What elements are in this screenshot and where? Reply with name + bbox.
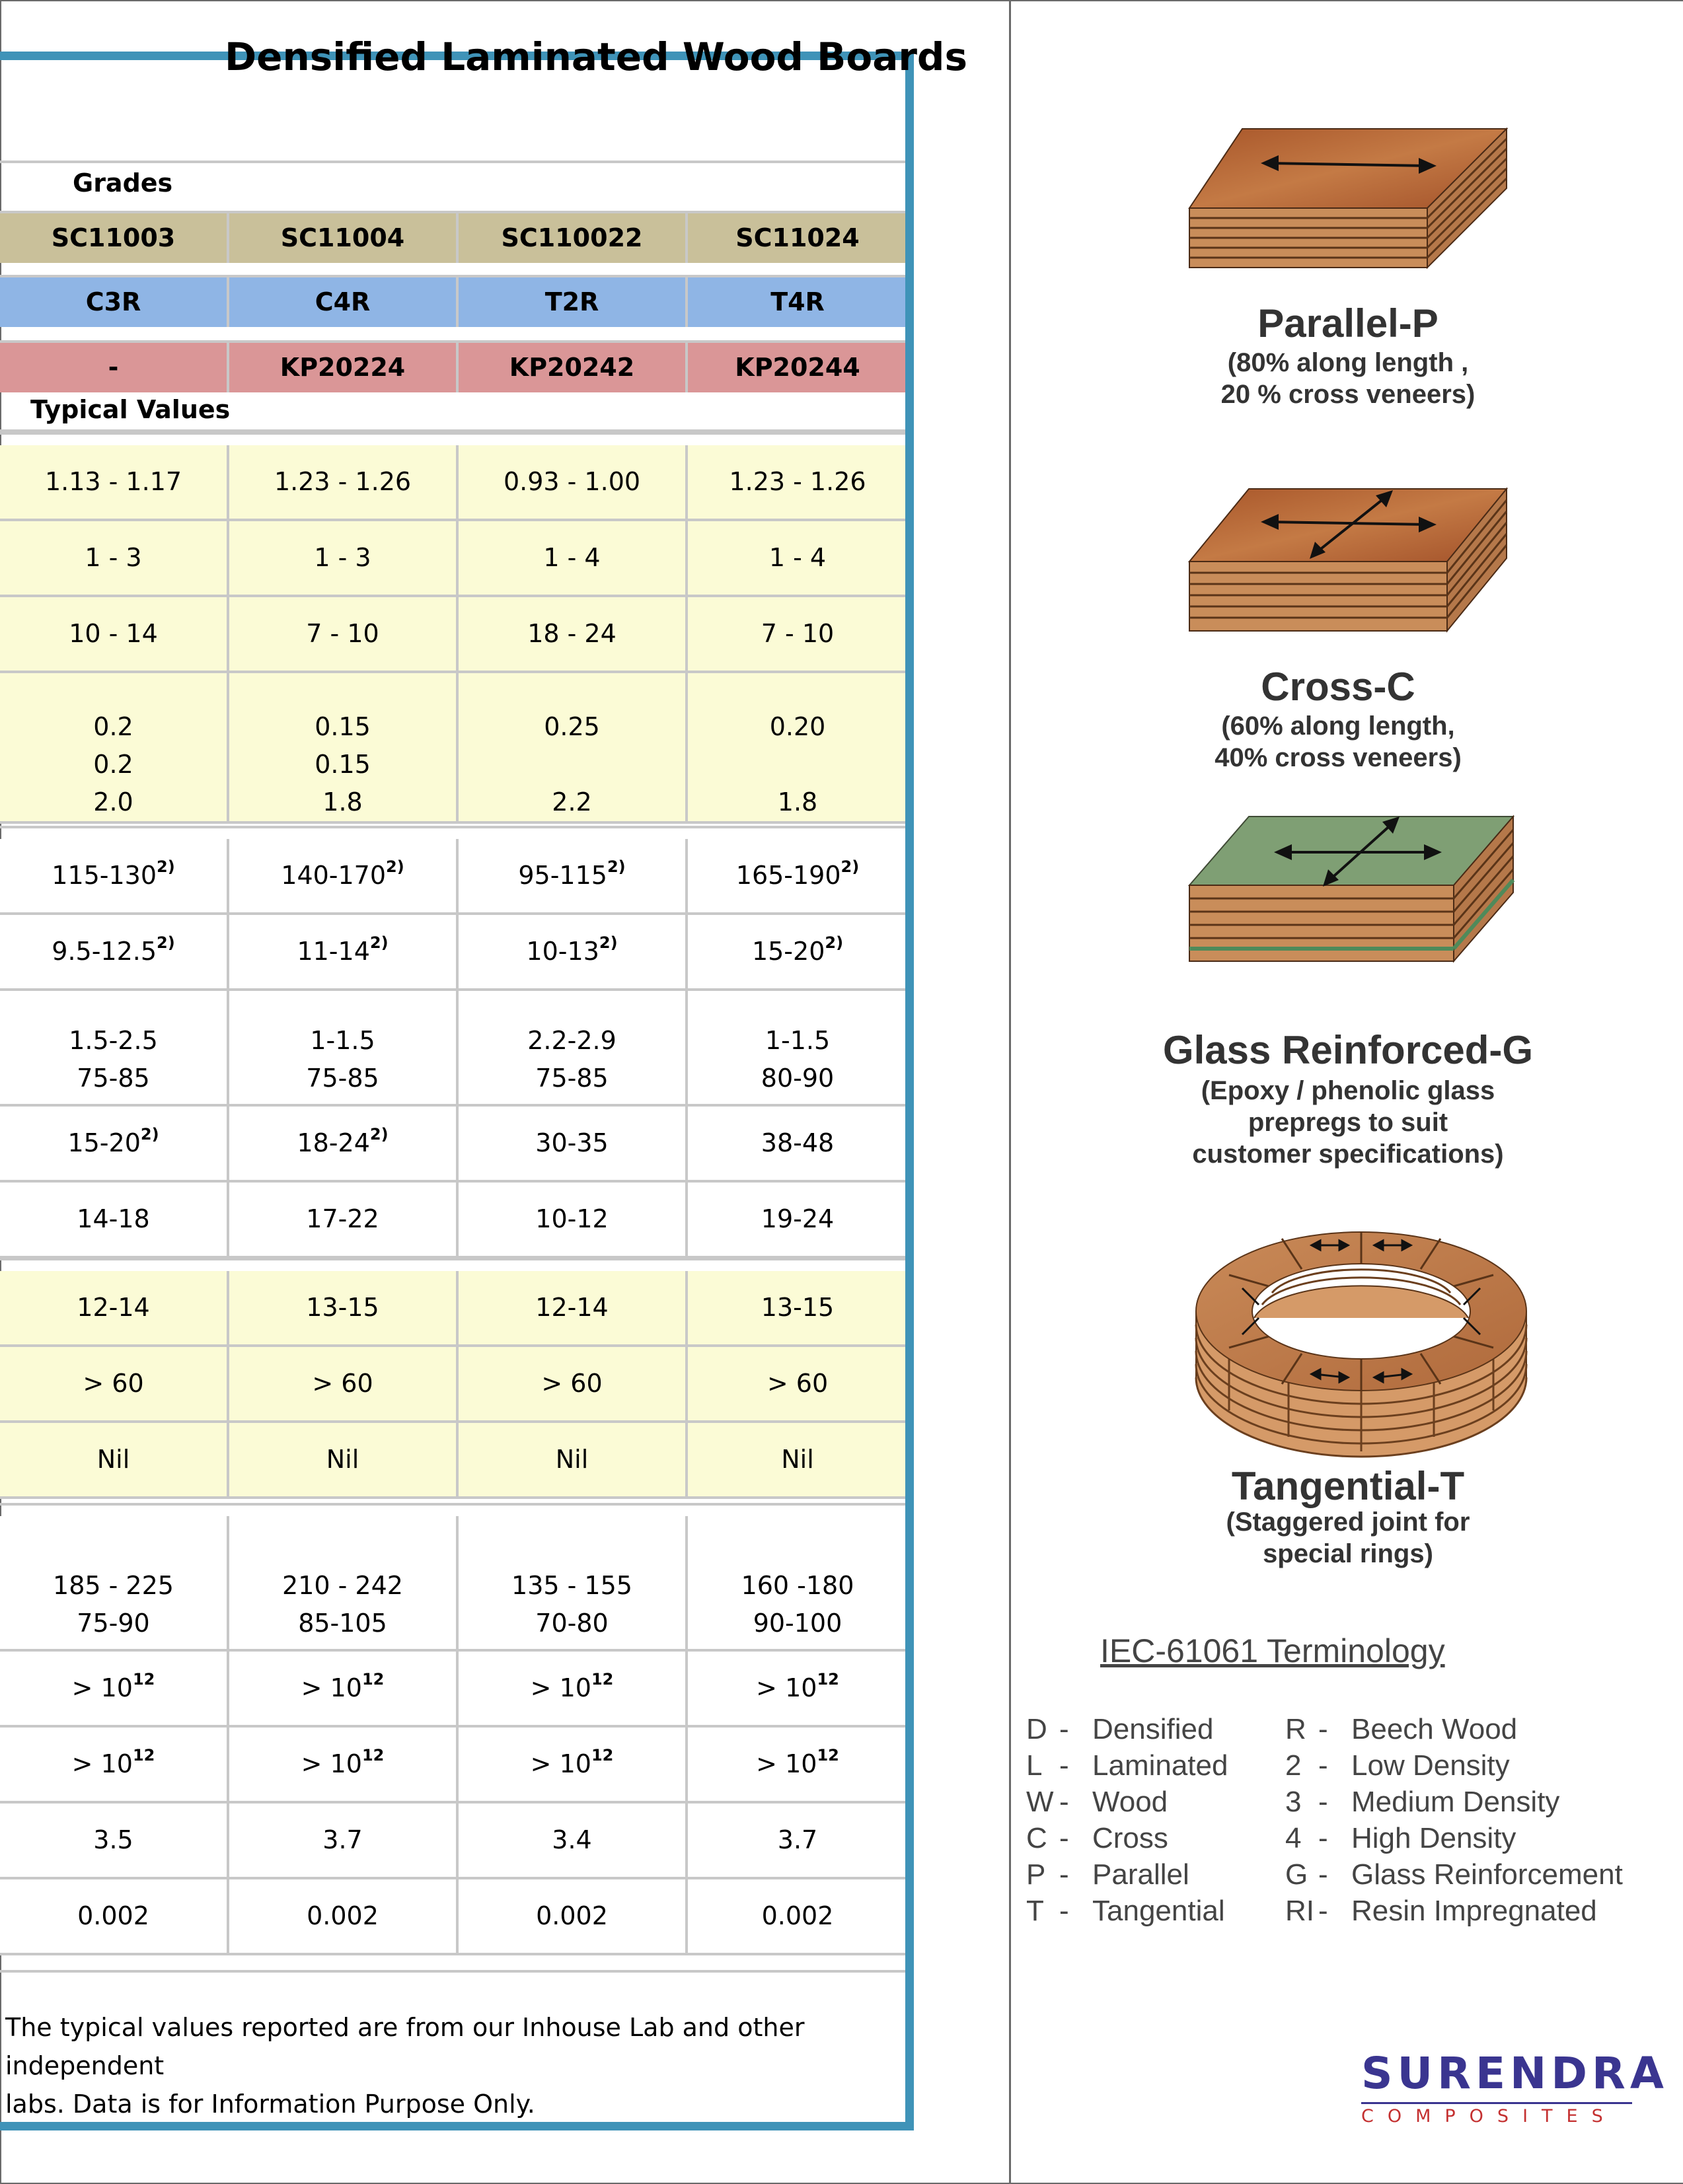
grade-cell: KP20244 (735, 353, 860, 382)
cell-value: 140-170$^{2)}$ (281, 857, 404, 890)
cell-value: 10-12 (535, 1204, 609, 1233)
table-cell (459, 1879, 688, 1953)
table-cell (459, 1803, 688, 1877)
term-separator: - (1059, 1822, 1069, 1854)
superscript: 12 (132, 1746, 155, 1765)
superscript: 2) (140, 1125, 159, 1144)
cell-value: 18 - 24 (527, 619, 617, 648)
cell-value: 165-190$^{2)}$ (735, 857, 860, 890)
cell-value: 2.2 (552, 787, 592, 817)
parallel-title: Parallel-P (1257, 301, 1439, 346)
cell-value: 185 - 225 (53, 1571, 174, 1600)
term-separator: - (1318, 1822, 1328, 1854)
cell-value: > $10^{12}$ (530, 1670, 614, 1702)
cell-value: 14-18 (77, 1204, 150, 1233)
table-row (0, 673, 905, 824)
superscript: 2) (841, 857, 860, 876)
cell-value: 13-15 (306, 1293, 379, 1322)
cross-description: (60% along length, (1221, 711, 1455, 741)
cell-value: 7 - 10 (761, 619, 835, 648)
cell-value: Nil (96, 1445, 130, 1474)
cross-title: Cross-C (1261, 665, 1415, 709)
table-cell (229, 839, 459, 912)
table-cell (0, 673, 229, 821)
grade-cell: KP20224 (229, 343, 459, 392)
terminology-item (1026, 1893, 1228, 1929)
cell-value: 70-80 (535, 1609, 609, 1638)
term-separator: - (1318, 1895, 1328, 1927)
cell-value: 9.5-12.5$^{2)}$ (52, 933, 175, 966)
term-code: RI (1285, 1895, 1314, 1927)
table-row (0, 1879, 905, 1955)
table-row (0, 597, 905, 673)
cell-value (688, 746, 907, 783)
glass-reinforced-description: prepregs to suit (1248, 1108, 1448, 1137)
term-separator: - (1318, 1749, 1328, 1782)
cell-value: > 60 (83, 1369, 144, 1398)
cell-value: 15-20$^{2)}$ (67, 1125, 159, 1157)
cell-value: 135 - 155 (511, 1571, 632, 1600)
table-cell (688, 1728, 907, 1801)
term-code: D (1026, 1713, 1047, 1745)
cell-value: 90-100 (753, 1609, 842, 1638)
terminology-item (1285, 1711, 1623, 1747)
cell-value: 0.20 (769, 712, 826, 741)
cell-value: > $10^{12}$ (71, 1670, 155, 1702)
table-cell (688, 1803, 907, 1877)
table-row (0, 1803, 905, 1879)
term-separator: - (1318, 1786, 1328, 1818)
superscript: 2) (369, 933, 389, 952)
table-row (0, 445, 905, 521)
divider-line (0, 1503, 905, 1506)
table-cell (0, 1423, 229, 1496)
terminology-item (1026, 1856, 1228, 1893)
table-cell (0, 991, 229, 1104)
table-row (0, 1347, 905, 1423)
parallel-description: 20 % cross veneers) (1220, 380, 1476, 409)
table-cell (688, 445, 907, 519)
glass-reinforced-board-illustration (1183, 813, 1520, 971)
terminology-item (1026, 1820, 1228, 1856)
table-cell (0, 1271, 229, 1344)
cell-value: 75-85 (535, 1064, 609, 1093)
term-label: Tangential (1092, 1895, 1225, 1927)
cell-value: 30-35 (535, 1128, 609, 1157)
cell-value: 1-1.5 (765, 1026, 831, 1055)
table-cell (459, 915, 688, 988)
grade-cell: - (0, 343, 229, 392)
term-separator: - (1059, 1895, 1069, 1927)
term-label: Laminated (1092, 1749, 1228, 1782)
table-cell (0, 1107, 229, 1180)
cell-value: 1.23 - 1.26 (274, 467, 412, 496)
term-label: Resin Impregnated (1351, 1895, 1597, 1927)
cell-value: 0.25 (544, 712, 600, 741)
table-cell (688, 1879, 907, 1953)
term-separator: - (1059, 1749, 1069, 1782)
cell-value: 12-14 (535, 1293, 609, 1322)
terminology-item (1285, 1747, 1623, 1784)
term-code: W (1026, 1786, 1054, 1818)
cell-value: Nil (555, 1445, 589, 1474)
cell-value: > 60 (312, 1369, 373, 1398)
cell-value: > $10^{12}$ (71, 1746, 155, 1778)
table-cell (459, 839, 688, 912)
table-cell (0, 1347, 229, 1420)
table-row (0, 915, 905, 991)
cell-value: 75-85 (306, 1064, 379, 1093)
table-cell (229, 521, 459, 595)
table-cell (459, 1423, 688, 1496)
table-cell (229, 1728, 459, 1801)
table-cell (459, 1107, 688, 1180)
cell-value: 11-14$^{2)}$ (297, 933, 389, 966)
table-cell (229, 1803, 459, 1877)
table-cell (0, 839, 229, 912)
superscript: 2) (386, 857, 404, 876)
grade-cell: SC11004 (229, 213, 459, 263)
page-title: Densified Laminated Wood Boards (225, 34, 967, 79)
table-cell (688, 1183, 907, 1256)
table-cell (229, 597, 459, 671)
cell-value: 0.15 (315, 750, 371, 779)
table-cell (459, 1728, 688, 1801)
table-cell (688, 1107, 907, 1180)
table-cell (688, 1271, 907, 1344)
cell-value: 3.4 (552, 1825, 592, 1854)
table-row (0, 1271, 905, 1347)
terminology-item (1285, 1856, 1623, 1893)
grade-cell: KP20242 (459, 343, 688, 392)
cell-value: 1.8 (777, 787, 818, 817)
cell-value: 0.93 - 1.00 (503, 467, 641, 496)
table-row (0, 1423, 905, 1499)
table-cell (459, 1347, 688, 1420)
superscript: 2) (825, 933, 844, 952)
grade-cell: C3R (0, 277, 229, 327)
term-separator: - (1059, 1786, 1069, 1818)
tangential-title: Tangential-T (1231, 1464, 1465, 1508)
grade-header-row (0, 343, 905, 392)
divider-line (0, 211, 905, 213)
table-cell (0, 1652, 229, 1725)
term-label: High Density (1351, 1822, 1516, 1854)
terminology-item (1285, 1820, 1623, 1856)
cell-value: 3.7 (777, 1825, 818, 1854)
term-code: R (1285, 1713, 1306, 1745)
table-cell (229, 445, 459, 519)
grade-cell: C4R (229, 277, 459, 327)
terminology-item (1026, 1747, 1228, 1784)
cell-value: 1.23 - 1.26 (729, 467, 866, 496)
table-cell (688, 597, 907, 671)
terminology-item (1026, 1784, 1228, 1820)
divider-line (0, 1970, 905, 1973)
cell-value: 85-105 (298, 1609, 387, 1638)
brand-tagline: COMPOSITES (1361, 2106, 1617, 2127)
cell-value (459, 746, 685, 783)
table-row (0, 1183, 905, 1258)
cell-value: 12-14 (77, 1293, 150, 1322)
table-cell (0, 1879, 229, 1953)
tangential-description: special rings) (1263, 1539, 1433, 1568)
table-cell (459, 1652, 688, 1725)
grade-cell: T4R (770, 287, 825, 316)
typical-values-label: Typical Values (30, 395, 231, 424)
divider-line (0, 826, 905, 828)
table-cell (459, 597, 688, 671)
cell-value: 7 - 10 (306, 619, 379, 648)
cell-value: > $10^{12}$ (301, 1670, 385, 1702)
cell-value: 17-22 (306, 1204, 379, 1233)
divider-line (0, 1258, 905, 1260)
superscript: 12 (817, 1746, 839, 1765)
table-cell (0, 1183, 229, 1256)
cell-value: 1 - 3 (85, 543, 142, 572)
table-cell (229, 1879, 459, 1953)
terminology-list-left (1026, 1711, 1228, 1929)
superscript: 2) (599, 933, 618, 952)
cell-value: 2.2-2.9 (527, 1026, 617, 1055)
grades-label: Grades (73, 168, 173, 198)
cell-value: 13-15 (761, 1293, 835, 1322)
parallel-description: (80% along length , (1227, 348, 1469, 377)
term-code: L (1026, 1749, 1043, 1782)
table-cell (688, 1516, 907, 1649)
term-label: Densified (1092, 1713, 1214, 1745)
brand-underline (1361, 2102, 1632, 2104)
superscript: 2) (157, 857, 175, 876)
table-row (0, 521, 905, 597)
superscript: 2) (369, 1125, 389, 1144)
cell-value: 0.2 (93, 750, 133, 779)
glass-reinforced-description: (Epoxy / phenolic glass (1201, 1076, 1495, 1105)
term-separator: - (1318, 1713, 1328, 1745)
cell-value: 3.5 (93, 1825, 133, 1854)
footnote-line: The typical values reported are from our Inhouse Lab and other independent (5, 2013, 805, 2080)
table-cell (0, 521, 229, 595)
column-divider (1009, 0, 1011, 2183)
superscript: 12 (132, 1670, 155, 1689)
cell-value: 15-20$^{2)}$ (751, 933, 844, 966)
brand-logo: SURENDRA (1361, 2048, 1668, 2099)
table-cell (688, 839, 907, 912)
cell-value: 0.15 (315, 712, 371, 741)
table-cell (0, 915, 229, 988)
term-label: Glass Reinforcement (1351, 1858, 1623, 1891)
table-cell (688, 521, 907, 595)
table-cell (459, 521, 688, 595)
cell-value: 115-130$^{2)}$ (52, 857, 175, 890)
cell-value: 1.13 - 1.17 (44, 467, 182, 496)
glass-reinforced-title: Glass Reinforced-G (1162, 1028, 1534, 1072)
grade-header-row (0, 277, 905, 327)
table-cell (459, 991, 688, 1104)
table-cell (459, 1516, 688, 1649)
superscript: 12 (817, 1670, 839, 1689)
cell-value: Nil (781, 1445, 814, 1474)
table-row (0, 1516, 905, 1652)
term-code: C (1026, 1822, 1047, 1854)
tangential-description: (Staggered joint for (1226, 1508, 1470, 1537)
terminology-title: IEC-61061 Terminology (1100, 1632, 1445, 1669)
table-cell (688, 1652, 907, 1725)
table-cell (688, 673, 907, 821)
cell-value: > $10^{12}$ (530, 1746, 614, 1778)
cell-value: 1 - 3 (314, 543, 371, 572)
table-row (0, 1107, 905, 1183)
table-cell (459, 445, 688, 519)
footnote-line: labs. Data is for Information Purpose Only. (5, 2090, 535, 2119)
table-cell (0, 1728, 229, 1801)
grade-cell: SC11003 (0, 213, 229, 263)
superscript: 12 (361, 1670, 385, 1689)
table-cell (688, 1423, 907, 1496)
table-cell (229, 1183, 459, 1256)
term-code: 2 (1285, 1749, 1302, 1782)
table-cell (688, 991, 907, 1104)
cell-value: 80-90 (761, 1064, 835, 1093)
superscript: 2) (607, 857, 626, 876)
table-row (0, 839, 905, 915)
cell-value: 0.002 (536, 1901, 608, 1930)
grade-header-row (0, 213, 905, 263)
cell-value: 38-48 (761, 1128, 835, 1157)
divider-line (0, 275, 905, 277)
cell-value: 0.002 (761, 1901, 834, 1930)
parallel-board-illustration (1183, 122, 1513, 281)
cell-value: 1 - 4 (768, 543, 827, 572)
term-code: 3 (1285, 1786, 1302, 1818)
table-cell (229, 673, 459, 821)
cell-value: 0.002 (307, 1901, 379, 1930)
cell-value: 1.8 (322, 787, 363, 817)
cross-description: 40% cross veneers) (1215, 743, 1462, 772)
terminology-item (1026, 1711, 1228, 1747)
table-cell (229, 1516, 459, 1649)
table-cell (459, 673, 688, 821)
grade-cell: SC11024 (735, 223, 860, 252)
tangential-ring-illustration (1189, 1212, 1533, 1463)
cell-value: > $10^{12}$ (756, 1746, 839, 1778)
table-row (0, 1728, 905, 1803)
table-cell (229, 915, 459, 988)
cell-value: 160 -180 (741, 1571, 854, 1600)
table-cell (229, 991, 459, 1104)
glass-reinforced-description: customer specifications) (1192, 1140, 1504, 1169)
cell-value: Nil (326, 1445, 359, 1474)
cell-value: 0.002 (77, 1901, 149, 1930)
terminology-list-right (1285, 1711, 1623, 1929)
table-cell (0, 1516, 229, 1649)
term-separator: - (1059, 1713, 1069, 1745)
cell-value: > 60 (541, 1369, 603, 1398)
term-label: Parallel (1092, 1858, 1189, 1891)
table-cell (688, 915, 907, 988)
cell-value: 1 - 4 (543, 543, 601, 572)
term-label: Cross (1092, 1822, 1168, 1854)
cell-value: 1.5-2.5 (69, 1026, 158, 1055)
term-code: G (1285, 1858, 1308, 1891)
superscript: 12 (591, 1746, 614, 1765)
table-cell (0, 445, 229, 519)
term-code: T (1026, 1895, 1044, 1927)
cell-value: 210 - 242 (282, 1571, 403, 1600)
term-code: 4 (1285, 1822, 1302, 1854)
term-code: P (1026, 1858, 1046, 1891)
term-label: Low Density (1351, 1749, 1510, 1782)
cell-value: 19-24 (761, 1204, 835, 1233)
divider-line (0, 432, 905, 435)
cell-value: > 60 (767, 1369, 829, 1398)
cell-value: 10 - 14 (69, 619, 158, 648)
divider-line (0, 340, 905, 343)
term-separator: - (1059, 1858, 1069, 1891)
grade-cell: T2R (459, 277, 688, 327)
table-cell (229, 1652, 459, 1725)
table-cell (0, 597, 229, 671)
cell-value: 95-115$^{2)}$ (518, 857, 626, 890)
terminology-item (1285, 1784, 1623, 1820)
cell-value: 2.0 (93, 787, 133, 817)
terminology-item (1285, 1893, 1623, 1929)
table-cell (0, 1803, 229, 1877)
superscript: 12 (361, 1746, 385, 1765)
superscript: 2) (157, 933, 175, 952)
cell-value: 10-13$^{2)}$ (526, 933, 618, 966)
term-separator: - (1318, 1858, 1328, 1891)
table-cell (229, 1107, 459, 1180)
table-cell (459, 1271, 688, 1344)
cell-value: 0.2 (93, 712, 133, 741)
term-label: Beech Wood (1351, 1713, 1518, 1745)
table-cell (688, 1347, 907, 1420)
table-cell (459, 1183, 688, 1256)
table-row (0, 1652, 905, 1728)
table-cell (229, 1347, 459, 1420)
table-cell (229, 1423, 459, 1496)
cell-value: 1-1.5 (310, 1026, 375, 1055)
cell-value: 18-24$^{2)}$ (297, 1125, 389, 1157)
cell-value: > $10^{12}$ (301, 1746, 385, 1778)
footnote (5, 2008, 904, 2123)
cell-value: 75-85 (77, 1064, 150, 1093)
cell-value: > $10^{12}$ (756, 1670, 839, 1702)
table-row (0, 991, 905, 1107)
term-label: Wood (1092, 1786, 1168, 1818)
superscript: 12 (591, 1670, 614, 1689)
cross-board-illustration (1183, 482, 1513, 641)
cell-value: 75-90 (77, 1609, 150, 1638)
cell-value: 3.7 (322, 1825, 363, 1854)
table-cell (229, 1271, 459, 1344)
divider-line (0, 161, 905, 163)
term-label: Medium Density (1351, 1786, 1560, 1818)
grade-cell: SC110022 (459, 213, 688, 263)
